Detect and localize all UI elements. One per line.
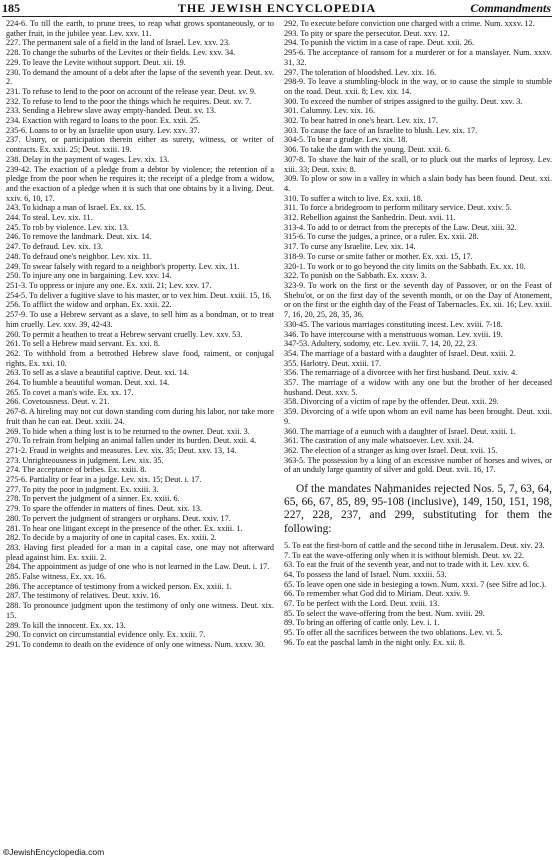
commandment-entry: 304-5. To bear a grudge. Lev. xix. 18. — [284, 135, 408, 145]
commandment-entry: 224-6. To till the earth, to prune trees, to reap what grows spontaneously, or to gather fruit, in the jubilee year. Lev. xxv. 11. — [6, 19, 274, 38]
commandment-entry: 246. To remove the landmark. Deut. xix. 14. — [6, 232, 152, 242]
commandment-entry: 320-1. To work or to go beyond the city limits on the Sabbath. Ex. xx. 10. — [284, 261, 526, 271]
commandment-entry: 357. The marriage of a widow with any one but the brother of her deceased husband. Deut. xxv. 5. — [284, 378, 552, 397]
commandment-entry: 257-9. To use a Hebrew servant as a slave, to sell him as a bondman, or to treat him cruelly. Lev. xxv. 39, 42-43. — [6, 310, 274, 329]
commandment-entry: 264. To humble a beautiful woman. Deut. xxi. 14. — [6, 378, 170, 388]
commandment-entry: 234. Exaction with regard to loans to the poor. Ex. xxii. 25. — [6, 116, 201, 126]
commandment-entry: 301. Calumny. Lev. xix. 16. — [284, 106, 376, 116]
commandment-entry: 294. To punish the victim in a case of rape. Deut. xxii. 26. — [284, 38, 475, 48]
commandment-entry: 306. To take the dam with the young. Deut. xxii. 6. — [284, 145, 451, 155]
commandment-entry: 239-42. The exaction of a pledge from a debtor by violence; the retention of a pledge from the poor when he requires it; the receipt of a pledge from a widow, and the exaction of a pledge when it is such that one obtains by it a living. Deut. xxiv. 6, 10, 17. — [6, 164, 274, 203]
commandment-entry: 315-6. To curse the judges, a prince, or a ruler. Ex. xxii. 28. — [284, 232, 479, 242]
commandment-entry: 288. To pronounce judgment upon the testimony of only one witness. Deut. xix. 15. — [6, 601, 274, 620]
commandment-entry: 67. To be perfect with the Lord. Deut. xviii. 13. — [284, 599, 440, 609]
commandment-entry: 266. Covetousness. Deut. v. 21. — [6, 397, 110, 407]
commandment-entry: 247. To defraud. Lev. xix. 13. — [6, 242, 103, 252]
commandment-entry: 309. To plow or sow in a valley in which a slain body has been found. Deut. xxi. 4. — [284, 174, 552, 193]
commandment-entry: 313-4. To add to or detract from the precepts of the Law. Deut. xiii. 32. — [284, 222, 517, 232]
commandment-entry: 323-9. To work on the first or the seventh day of Passover, or on the Feast of Shebu'ot, or on the first day of the seventh month, or on the Day of Atonement, or on the first or the eighth day of the Feast of Tabernacles. Ex. xii. 16; Lev. xxiii. 7, 16, 20, 25, 28, 35, 36. — [284, 280, 552, 320]
commandment-entry: 89. To bring an offering of cattle only. Lev. i. 1. — [284, 618, 440, 628]
commandment-entry: 354. The marriage of a bastard with a daughter of Israel. Deut. xxiii. 2. — [284, 348, 516, 358]
commandment-entry: 302. To bear hatred in one's heart. Lev. xix. 17. — [284, 116, 438, 126]
footer-site: JewishEncyclopedia.com — [9, 847, 105, 857]
commandment-entry: 291. To condemn to death on the evidence of only one witness. Num. xxxv. 30. — [6, 640, 266, 649]
commandment-entry: 228. To change the suburbs of the Levites or their fields. Lev. xxv. 34. — [6, 48, 236, 58]
commandment-entry: 303. To cause the face of an Israelite to blush. Lev. xix. 17. — [284, 125, 478, 135]
commandment-entry: 282. To decide by a majority of one in capital cases. Ex. xxiii. 2. — [6, 533, 217, 543]
copyright-symbol: © — [3, 847, 10, 857]
commandment-entry: 231. To refuse to lend to the poor on account of the release year. Deut. xv. 9. — [6, 86, 256, 96]
commandment-entry: 347-53. Adultery, sodomy, etc. Lev. xviii. 7, 14, 20, 22, 23. — [284, 339, 478, 349]
commandment-entry: 278. To pervert the judgment of a sinner. Ex. xxiii. 6. — [6, 494, 180, 504]
commandment-entry: 322. To punish on the Sabbath. Ex. xxxv. 3. — [284, 271, 427, 281]
substitute-entries — [284, 541, 552, 648]
commandment-entry: 237. Usury, or participation therein either as surety, witness, or writer of contracts. Ex. xxii. 25; Deut. xxiii. 19. — [6, 135, 274, 155]
commandment-entry: 298-9. To leave a stumbling-block in the way, or to cause the simple to stumble on the road. Deut. xxii. 8; Lev. xix. 14. — [284, 77, 552, 96]
commandment-entry: 283. Having first pleaded for a man in a capital case, one may not afterward plead against him. Ex. xxiii. 2. — [6, 542, 274, 562]
commandment-entry: 249. To swear falsely with regard to a neighbor's property. Lev. xix. 11. — [6, 261, 240, 271]
commandment-entry: 356. The remarriage of a divorcee with her first husband. Deut. xxiv. 4. — [284, 368, 518, 378]
commandment-entry: 265. To covet a man's wife. Ex. xx. 17. — [6, 387, 134, 397]
commandment-entry: 300. To exceed the number of stripes assigned to the guilty. Deut. xxv. 3. — [284, 96, 523, 106]
commandment-entry: 361. The castration of any male whatsoever. Lev. xxii. 24. — [284, 436, 474, 446]
page-header — [0, 0, 554, 16]
commandment-entry: 5. To eat the first-born of cattle and the second tithe in Jerusalem. Deut. xiv. 23. — [284, 540, 545, 550]
commandment-entry: 243. To kidnap a man of Israel. Ex. xx. 15. — [6, 203, 146, 213]
commandment-entry: 235-6. Loans to or by an Israelite upon usury. Lev. xxv. 37. — [6, 125, 200, 135]
commandment-entry: 360. The marriage of a eunuch with a daughter of Israel. Deut. xxiii. 1. — [284, 426, 516, 436]
commandment-entry: 256. To afflict the widow and orphan. Ex. xxii. 22. — [6, 300, 172, 310]
commandment-entry: 251-3. To oppress or injure any one. Ex. xxii. 21; Lev. xxv. 17. — [6, 280, 212, 290]
commandment-entry: 290. To convict on circumstantial evidence only. Ex. xxiii. 7. — [6, 630, 206, 640]
commandment-entry: 292. To execute before conviction one charged with a crime. Num. xxxv. 12. — [284, 19, 535, 28]
right-column — [284, 19, 552, 648]
commandment-entry: 310. To suffer a witch to live. Ex. xxii. 18. — [284, 193, 423, 203]
commandment-entry: 330-45. The various marriages constituting incest. Lev. xviii. 7-18. — [284, 319, 503, 329]
commandment-entry: 262. To withhold from a betrothed Hebrew slave food, raiment, or conjugal rights. Ex. xxi. 10. — [6, 348, 274, 368]
commandment-entry: 312. Rebellion against the Sanhedrin. Deut. xvii. 11. — [284, 213, 456, 223]
commandment-entry: 289. To kill the innocent. Ex. xx. 13. — [6, 620, 126, 630]
commandment-entry: 281. To hear one litigant except in the presence of the other. Ex. xxiii. 1. — [6, 523, 243, 533]
commandment-entry: 7. To eat the wave-offering only when it is without blemish. Deut. xv. 22. — [284, 550, 525, 560]
commandment-entry: 346. To have intercourse with a menstruous woman. Lev. xviii. 19. — [284, 329, 503, 339]
commandment-entry: 271-2. Fraud in weights and measures. Lev. xix. 35; Deut. xxv. 13, 14. — [6, 445, 237, 455]
commandment-entry: 85. To select the wave-offering from the best. Num. xviii. 29. — [284, 608, 485, 618]
commandment-entry: 286. The acceptance of testimony from a wicked person. Ex. xxiii. 1. — [6, 581, 232, 591]
commandment-entry: 318-9. To curse or smite father or mother. Ex. xxi. 15, 17. — [284, 251, 473, 261]
commandment-entry: 363-5. The possession by a king of an excessive number of horses and wives, or of an unduly large quantity of silver and gold. Deut. xvii. 16, 17. — [284, 455, 552, 475]
commandment-entry: 295-6. The acceptance of ransom for a murderer or for a manslayer. Num. xxxv. 31, 32. — [284, 48, 552, 67]
running-title: THE JEWISH ENCYCLOPEDIA — [177, 1, 377, 15]
commandment-entry: 95. To offer all the sacrifices between the two oblations. Lev. vi. 5. — [284, 628, 503, 638]
commandment-entry: 64. To possess the land of Israel. Num. xxxiii. 53. — [284, 569, 447, 579]
commandment-entry: 285. False witness. Ex. xx. 16. — [6, 572, 107, 582]
commandment-entry: 293. To pity or spare the persecutor. Deut. xxv. 12. — [284, 28, 450, 38]
commandment-entry: 245. To rob by violence. Lev. xix. 13. — [6, 222, 129, 232]
commandment-entry: 238. Delay in the payment of wages. Lev. xix. 13. — [6, 154, 170, 164]
commandment-entry: 267-8. A hireling may not cut down standing corn during his labor, nor take more fruit than he can eat. Deut. xxiii. 24. — [6, 407, 274, 426]
commandment-entry: 65. To leave open one side in besieging a town. Num. xxxi. 7 (see Sifre ad loc.). — [284, 579, 547, 589]
footer — [3, 847, 104, 857]
commandment-entry: 358. Divorcing of a victim of rape by the offender. Deut. xxii. 29. — [284, 397, 499, 407]
commandment-entry: 284. The appointment as judge of one who is not learned in the Law. Deut. i. 17. — [6, 562, 270, 572]
commandment-entry: 250. To injure any one in bargaining. Lev. xxv. 14. — [6, 271, 172, 281]
commandment-entry: 307-8. To shave the hair of the scall, or to pluck out the marks of leprosy. Lev. xiii. 33; Deut. xxiv. 8. — [284, 154, 552, 174]
commandment-entry: 229. To leave the Levite without support. Deut. xii. 19. — [6, 57, 186, 67]
commandment-entry: 359. Divorcing of a wife upon whom an evil name has been brought. Deut. xxii. 9. — [284, 407, 552, 426]
commandment-entry: 317. To curse any Israelite. Lev. xix. 14. — [284, 242, 416, 252]
commandment-entry: 279. To spare the offender in matters of fines. Deut. xix. 13. — [6, 504, 203, 514]
commandment-entry: 260. To permit a heathen to treat a Hebrew servant cruelly. Lev. xxv. 53. — [6, 329, 243, 339]
summary-paragraph: Of the mandates Naḥmanides rejected Nos. 5, 7, 63, 64, 65, 66, 67, 85, 89, 95-108 (inclusive), 149, 150, 151, 198, 227, 228, 237, and 299, substituting for them the following: — [284, 483, 552, 535]
commandment-entry: 248. To defraud one's neighbor. Lev. xix. 11. — [6, 251, 152, 261]
commandment-entry: 270. To refrain from helping an animal fallen under its burden. Deut. xxii. 4. — [6, 436, 257, 446]
commandment-entry: 277. To pity the poor in judgment. Ex. xxiii. 3. — [6, 484, 159, 494]
commandment-entry: 244. To steal. Lev. xix. 11. — [6, 213, 93, 223]
commandment-entry: 66. To remember what God did to Miriam. Deut. xxiv. 9. — [284, 589, 470, 599]
commandment-entry: 261. To sell a Hebrew maid servant. Ex. xxi. 8. — [6, 339, 160, 349]
commandment-entry: 274. The acceptance of bribes. Ex. xxiii. 8. — [6, 465, 147, 475]
page-number: 185 — [2, 1, 20, 15]
commandment-entry: 96. To eat the paschal lamb in the night only. Ex. xii. 8. — [284, 637, 465, 647]
commandment-entry: 287. The testimony of relatives. Deut. xxiv. 16. — [6, 591, 161, 601]
commandment-entry: 273. Unrighteousness in judgment. Lev. xix. 35. — [6, 455, 164, 465]
commandment-entry: 280. To pervert the judgment of strangers or orphans. Deut. xxiv. 17. — [6, 513, 231, 523]
commandment-entry: 362. The election of a stranger as king over Israel. Deut. xvii. 15. — [284, 445, 498, 455]
commandment-entry: 355. Harlotry. Deut. xxiii. 17. — [284, 358, 382, 368]
commandment-entry: 275-6. Partiality or fear in a judge. Lev. xix. 15; Deut. i. 17. — [6, 475, 202, 485]
commandment-entry: 232. To refuse to lend to the poor the things which he requires. Deut. xv. 7. — [6, 96, 252, 106]
commandment-entry: 297. The toleration of bloodshed. Lev. xix. 16. — [284, 67, 437, 77]
commandment-entry: 230. To demand the amount of a debt after the lapse of the seventh year. Deut. xv. 2. — [6, 67, 274, 87]
right-column-entries — [284, 19, 552, 475]
commandment-entry: 311. To force a bridegroom to perform military service. Deut. xxiv. 5. — [284, 203, 512, 213]
commandment-entry: 269. To hide when a thing lost is to be returned to the owner. Deut. xxii. 3. — [6, 426, 250, 436]
commandment-entry: 227. The permanent sale of a field in the land of Israel. Lev. xxv. 23. — [6, 38, 231, 48]
section-heading: Commandments — [470, 1, 551, 15]
commandment-entry: 263. To sell as a slave a beautiful captive. Deut. xxi. 14. — [6, 368, 189, 378]
commandment-entry: 63. To eat the fruit of the seventh year, and not to trade with it. Lev. xxv. 6. — [284, 560, 530, 570]
commandment-entry: 233. Sending a Hebrew slave away empty-handed. Deut. xv. 13. — [6, 106, 217, 116]
left-column — [6, 19, 274, 650]
header-rule — [2, 16, 552, 17]
commandment-entry: 254-5. To deliver a fugitive slave to his master, or to vex him. Deut. xxiii. 15, 16. — [6, 290, 272, 300]
